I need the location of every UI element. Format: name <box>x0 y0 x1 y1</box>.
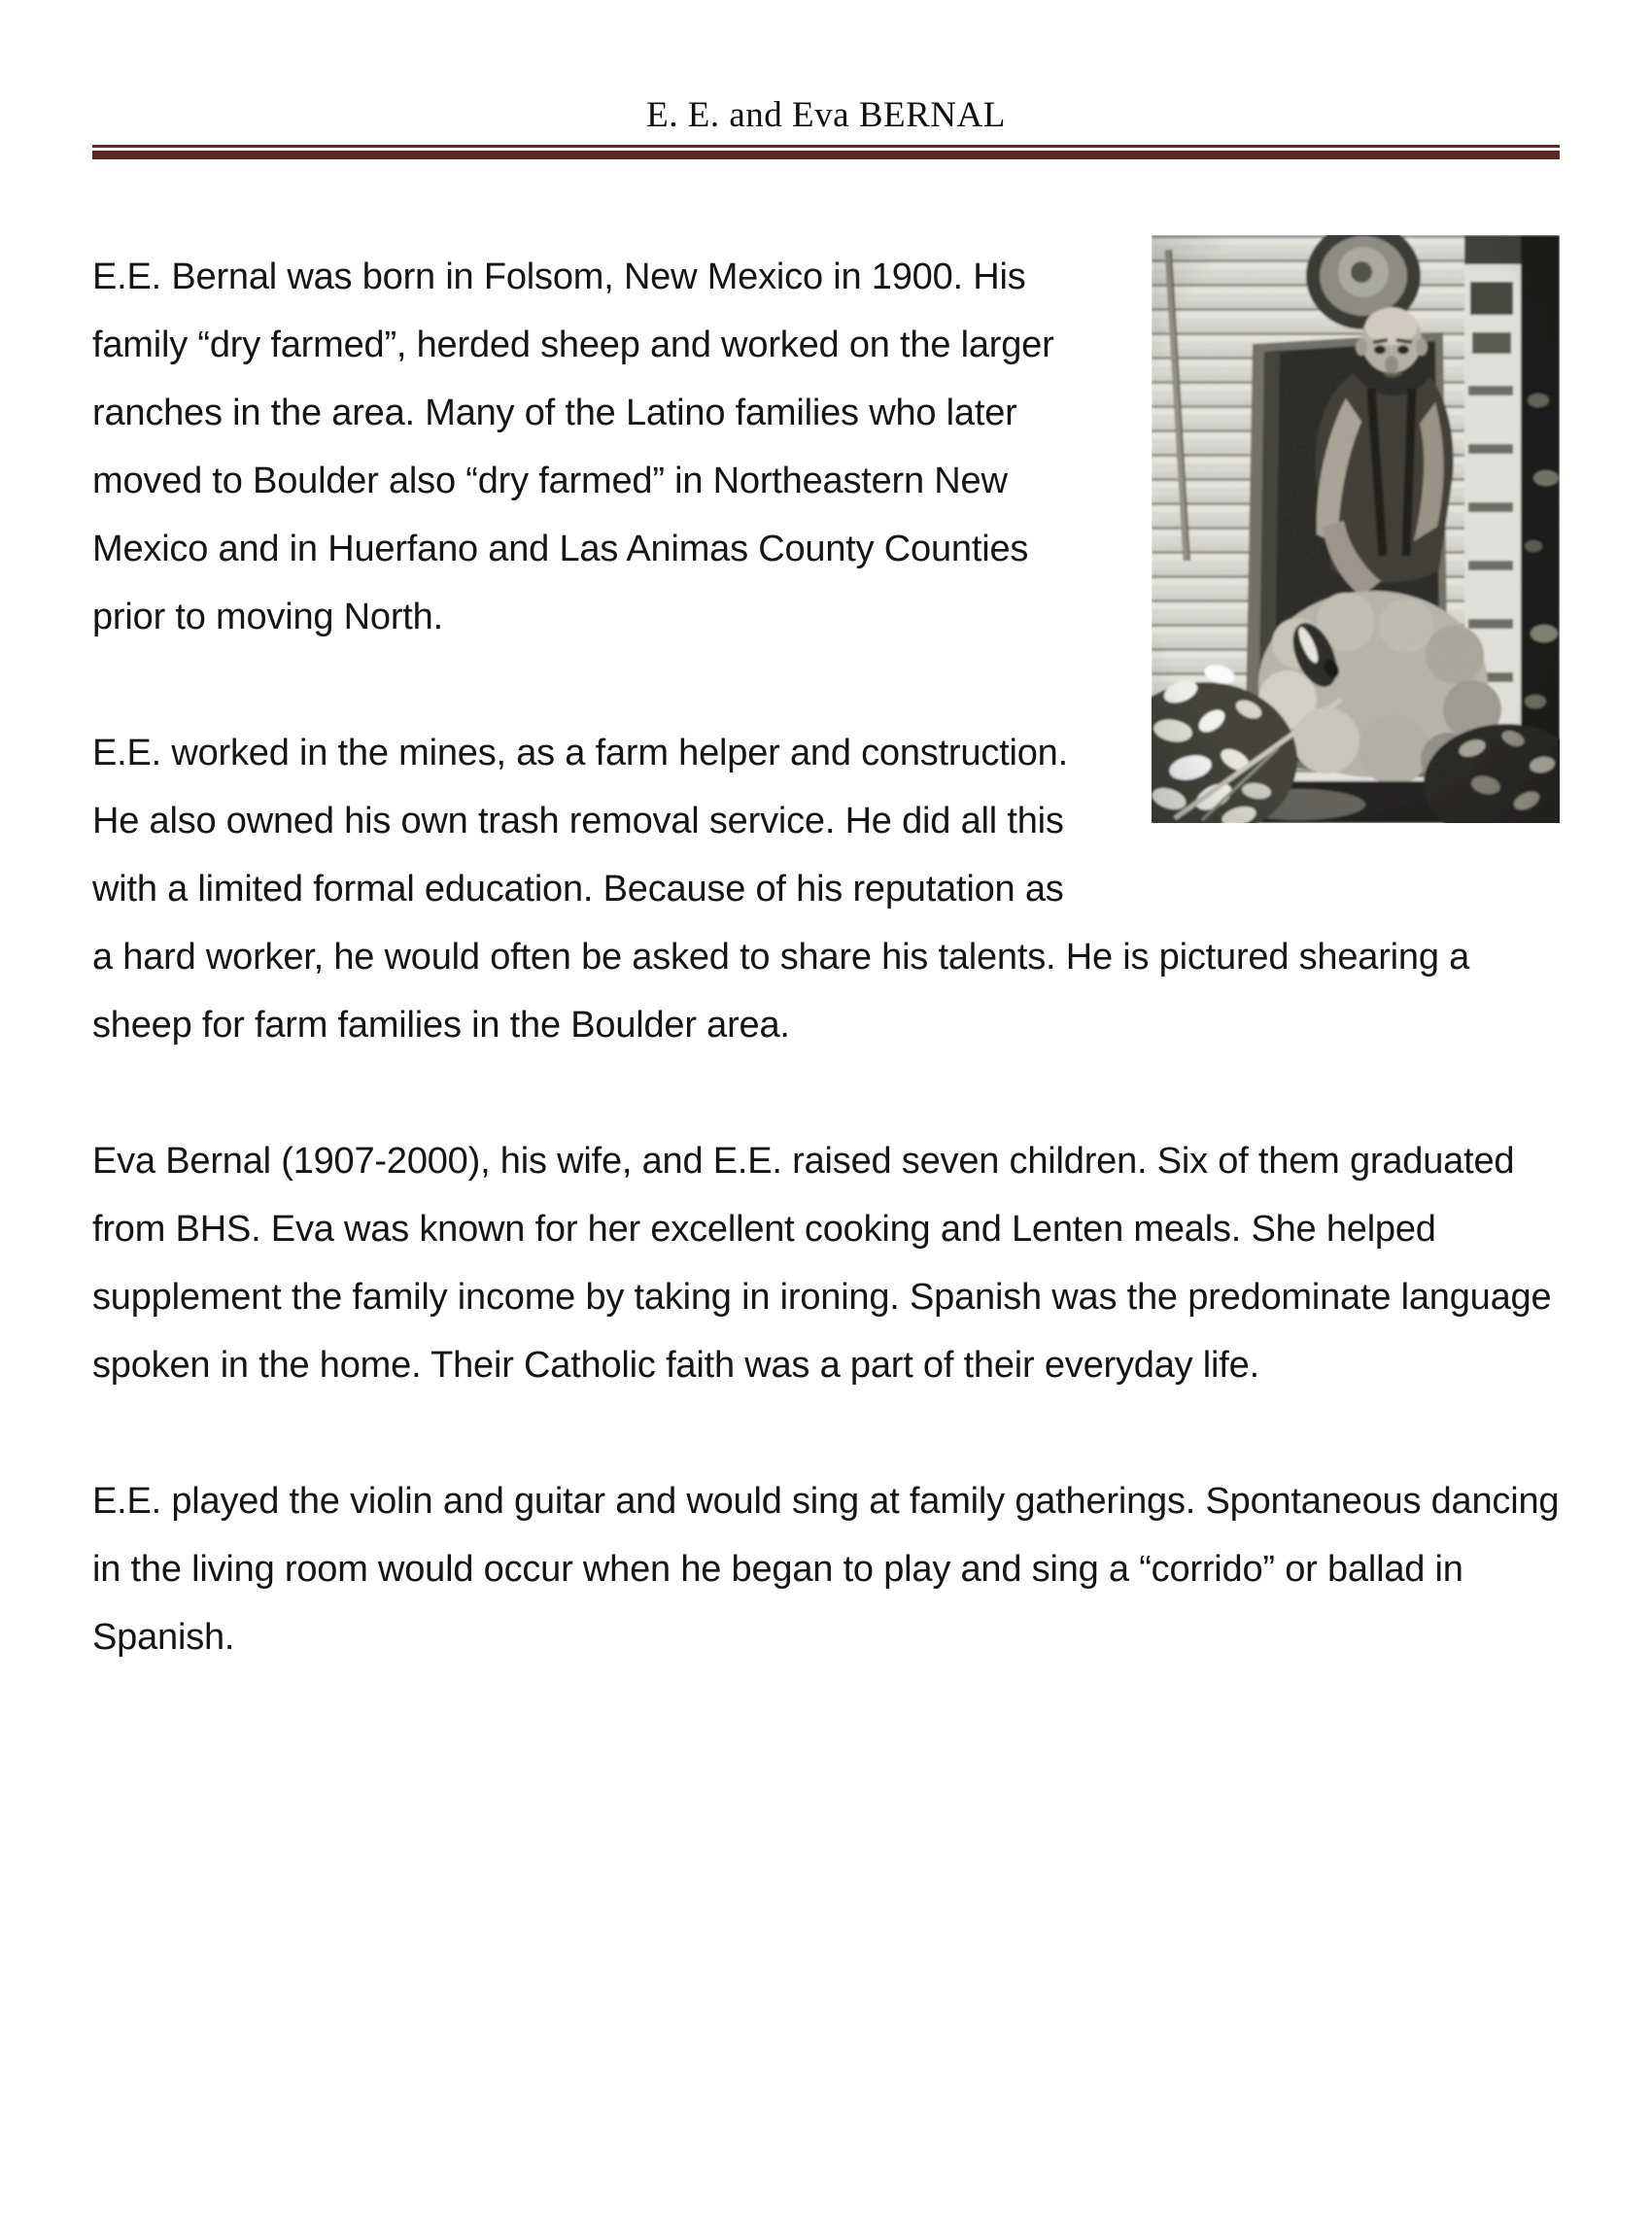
paragraph-3: Eva Bernal (1907-2000), his wife, and E.E. raised seven children. Six of them graduated from BHS. Eva was known for her excellent cooking and Lenten meals. She helped supplement the family income by taking in ironing. Spanish was the predominate language spoken in the home. Their Catholic faith was a part of their everyday life. <box>92 1141 1552 1386</box>
paragraph-4: E.E. played the violin and guitar and would sing at family gatherings. Spontaneous dancing in the living room would occur when he began to play and sing a “corrido” or ballad in Spanish. <box>92 1481 1560 1658</box>
title-rule <box>92 145 1560 159</box>
vignette <box>1152 235 1560 823</box>
sheep-shearing-photo <box>1152 235 1560 823</box>
document-page <box>0 93 1652 2231</box>
body-text <box>92 243 1560 1671</box>
paragraph-2: E.E. worked in the mines, as a farm helper and construction. He also owned his own trash removal service. He did all this with a limited formal education. Because of his reputation as a hard worker, he would often be asked to share his talents. He is pictured shearing a sheep for farm families in the Boulder area. <box>92 733 1470 1046</box>
sheep-shearing-photo-art <box>1152 235 1560 823</box>
page-title: E. E. and Eva BERNAL <box>646 95 1006 135</box>
photo-scene <box>1152 235 1560 823</box>
paragraph-1: E.E. Bernal was born in Folsom, New Mexico in 1900. His family “dry farmed”, herded sheep and worked on the larger ranches in the area. Many of the Latino families who later moved to Boulder also “dry farmed” in Northeastern New Mexico and in Huerfano and Las Animas County Counties prior to moving North. <box>92 257 1054 637</box>
